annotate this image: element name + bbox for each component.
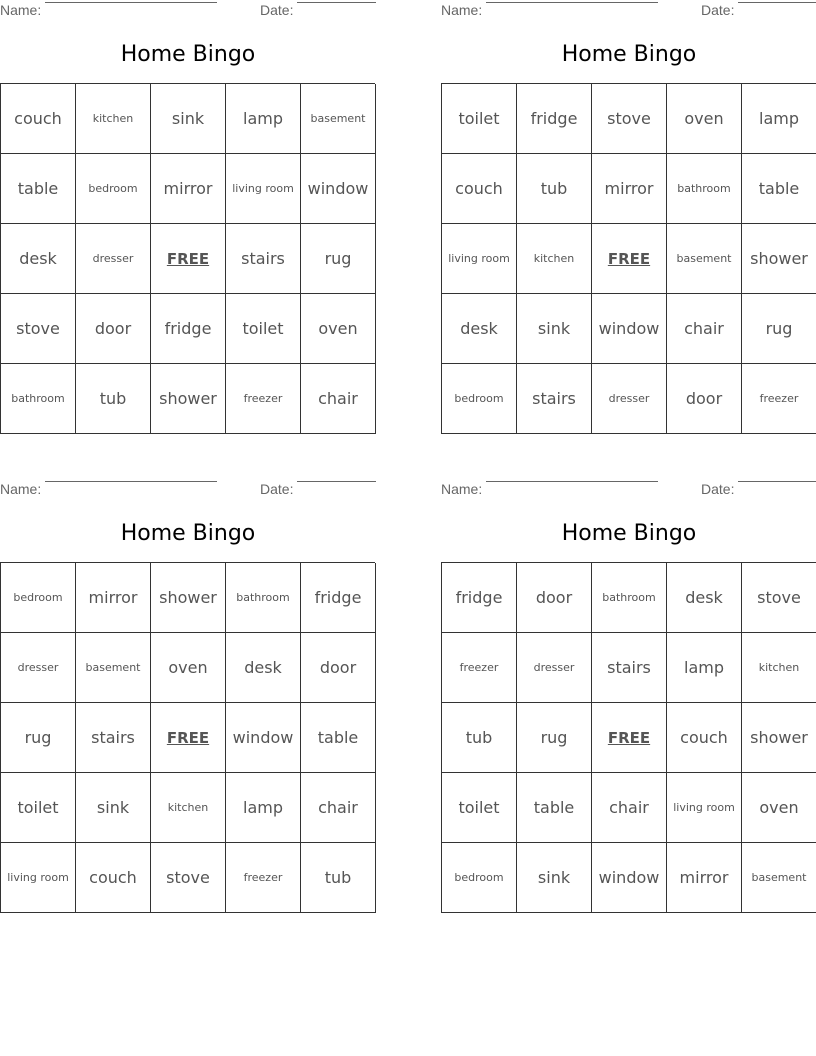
date-label: Date: [260,2,294,18]
bingo-cell: window [301,154,376,224]
bingo-cell: lamp [226,773,301,843]
bingo-cell: toilet [442,773,517,843]
bingo-cell: oven [742,773,816,843]
bingo-cell: tub [76,364,151,434]
bingo-cell: stairs [517,364,592,434]
bingo-cell: mirror [667,843,742,913]
name-label: Name: [0,2,42,18]
bingo-cell: lamp [667,633,742,703]
bingo-cell: stove [1,294,76,364]
bingo-cell: bedroom [442,843,517,913]
bingo-cell: sink [517,294,592,364]
bingo-cell: table [1,154,76,224]
bingo-cell: couch [76,843,151,913]
bingo-card [441,479,816,913]
bingo-cell: shower [151,563,226,633]
bingo-cell: chair [667,294,742,364]
bingo-cell: rug [742,294,816,364]
bingo-cell: oven [667,84,742,154]
bingo-cell: desk [1,224,76,294]
bingo-cell: rug [517,703,592,773]
card-header [0,480,376,500]
card-title: Home Bingo [561,42,697,67]
bingo-cell: basement [667,224,742,294]
bingo-cell: stairs [76,703,151,773]
bingo-cell: chair [301,364,376,434]
bingo-cell: tub [442,703,517,773]
bingo-cell: freezer [226,364,301,434]
bingo-cell: couch [667,703,742,773]
date-label: Date: [260,481,294,497]
bingo-cell: oven [151,633,226,703]
bingo-cell: basement [742,843,816,913]
date-label: Date: [701,2,735,18]
bingo-card [441,0,816,434]
bingo-card [0,0,376,434]
bingo-cell: freezer [442,633,517,703]
bingo-cell: rug [301,224,376,294]
free-space: FREE [151,703,226,773]
date-label: Date: [701,481,735,497]
bingo-cell: chair [592,773,667,843]
bingo-cell: living room [667,773,742,843]
bingo-cell: door [517,563,592,633]
bingo-cell: living room [226,154,301,224]
free-space: FREE [151,224,226,294]
bingo-cell: fridge [301,563,376,633]
date-line [738,481,816,482]
bingo-grid [441,83,816,434]
bingo-cell: tub [301,843,376,913]
bingo-cell: bathroom [226,563,301,633]
bingo-cell: kitchen [151,773,226,843]
bingo-cell: kitchen [517,224,592,294]
bingo-cell: shower [742,224,816,294]
bingo-cell: mirror [151,154,226,224]
card-header [0,1,376,21]
card-header [441,480,816,500]
bingo-cell: table [742,154,816,224]
bingo-cell: bedroom [442,364,517,434]
bingo-grid [0,83,375,434]
bingo-cell: stairs [592,633,667,703]
bingo-cell: rug [1,703,76,773]
card-header [441,1,816,21]
bingo-grid [0,562,375,913]
bingo-cell: fridge [151,294,226,364]
bingo-cell: dresser [1,633,76,703]
name-line [45,481,217,482]
bingo-cell: kitchen [76,84,151,154]
bingo-cell: freezer [226,843,301,913]
card-title: Home Bingo [120,521,256,546]
bingo-cell: desk [442,294,517,364]
bingo-cell: mirror [592,154,667,224]
name-line [486,481,658,482]
bingo-cell: bedroom [1,563,76,633]
bingo-cell: bathroom [667,154,742,224]
bingo-cell: fridge [442,563,517,633]
bingo-cell: shower [151,364,226,434]
name-label: Name: [441,2,483,18]
bingo-cell: lamp [226,84,301,154]
bingo-cell: stairs [226,224,301,294]
bingo-cell: oven [301,294,376,364]
bingo-cell: door [667,364,742,434]
bingo-cell: table [517,773,592,843]
bingo-cell: bathroom [1,364,76,434]
bingo-cell: living room [442,224,517,294]
bingo-card [0,479,376,913]
name-label: Name: [0,481,42,497]
bingo-cell: shower [742,703,816,773]
bingo-cell: desk [667,563,742,633]
name-line [486,2,658,3]
bingo-cell: table [301,703,376,773]
bingo-cell: stove [592,84,667,154]
bingo-cell: bedroom [76,154,151,224]
name-label: Name: [441,481,483,497]
date-line [297,481,376,482]
bingo-cell: kitchen [742,633,816,703]
bingo-cell: desk [226,633,301,703]
bingo-cell: basement [301,84,376,154]
bingo-cell: basement [76,633,151,703]
free-space: FREE [592,224,667,294]
bingo-cell: toilet [226,294,301,364]
bingo-cell: tub [517,154,592,224]
bingo-cell: stove [151,843,226,913]
bingo-cell: living room [1,843,76,913]
bingo-cell: couch [1,84,76,154]
free-space: FREE [592,703,667,773]
bingo-cell: fridge [517,84,592,154]
bingo-cell: stove [742,563,816,633]
card-title: Home Bingo [561,521,697,546]
bingo-cell: couch [442,154,517,224]
bingo-cell: sink [76,773,151,843]
date-line [297,2,376,3]
bingo-cell: toilet [442,84,517,154]
bingo-grid [441,562,816,913]
bingo-cell: lamp [742,84,816,154]
bingo-cell: chair [301,773,376,843]
bingo-cell: dresser [76,224,151,294]
bingo-cell: dresser [592,364,667,434]
bingo-cell: sink [517,843,592,913]
bingo-cell: bathroom [592,563,667,633]
bingo-cell: mirror [76,563,151,633]
bingo-cell: dresser [517,633,592,703]
bingo-cell: door [76,294,151,364]
bingo-cell: toilet [1,773,76,843]
bingo-cell: window [592,843,667,913]
bingo-cell: window [592,294,667,364]
card-title: Home Bingo [120,42,256,67]
bingo-cell: freezer [742,364,816,434]
name-line [45,2,217,3]
bingo-cell: door [301,633,376,703]
bingo-cell: window [226,703,301,773]
date-line [738,2,816,3]
bingo-cell: sink [151,84,226,154]
